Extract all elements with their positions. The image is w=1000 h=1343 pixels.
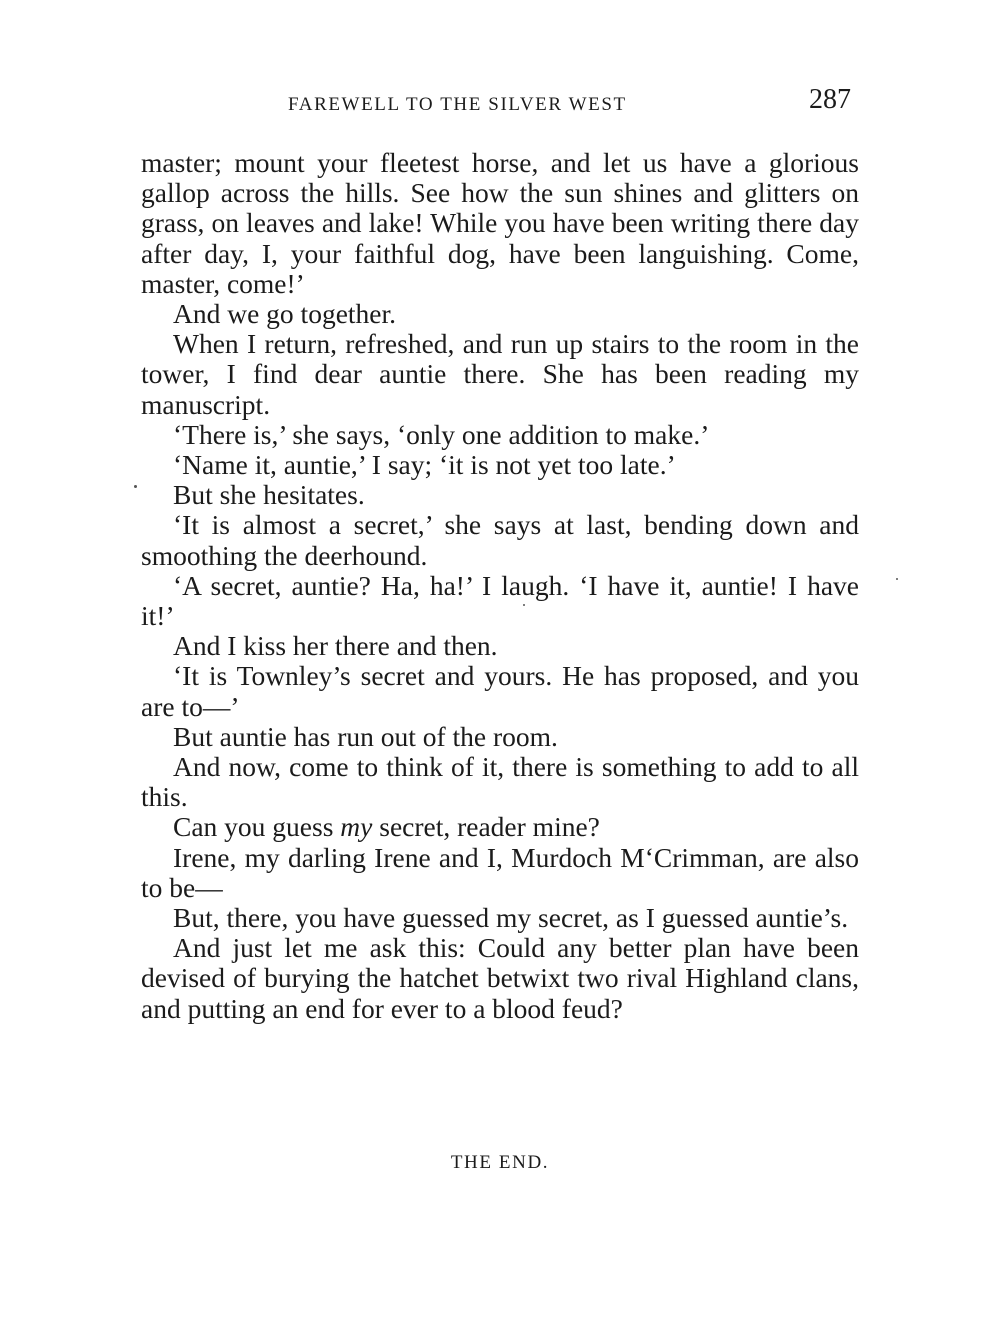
paragraph: But, there, you have guessed my secret, as I guessed auntie’s. bbox=[173, 902, 849, 934]
end-mark: THE END. bbox=[450, 1152, 550, 1173]
text-run: secret, reader mine? bbox=[372, 811, 600, 843]
paragraph: ‘A secret, auntie? Ha, ha!’ I laugh. ‘I have it, auntie! I have it!’ bbox=[141, 569, 859, 632]
body-text bbox=[141, 148, 859, 1024]
paragraph: And now, come to think of it, there is something to add to all this. bbox=[141, 751, 859, 813]
paragraph: ‘It is Townley’s secret and yours. He has proposed, and you are to—’ bbox=[141, 660, 859, 722]
paragraph: When I return, refreshed, and run up stairs to the room in the tower, I find dear auntie there. She has been reading my manuscript. bbox=[141, 328, 859, 420]
paragraph: ‘There is,’ she says, ‘only one addition to make.’ bbox=[173, 418, 710, 450]
page-number: 287 bbox=[809, 84, 851, 115]
paragraph: But auntie has run out of the room. bbox=[173, 720, 558, 752]
scan-speck bbox=[134, 485, 137, 488]
scan-speck bbox=[896, 578, 898, 580]
paragraph: ‘It is almost a secret,’ she says at last, bending down and smoothing the deerhound. bbox=[141, 509, 859, 571]
paragraph: Irene, my darling Irene and I, Murdoch M‘Crimman, are also to be— bbox=[141, 841, 859, 903]
scan-speck bbox=[523, 604, 525, 606]
running-head: FAREWELL TO THE SILVER WEST bbox=[288, 94, 627, 115]
paragraph: ‘Name it, auntie,’ I say; ‘it is not yet too late.’ bbox=[173, 449, 676, 481]
paragraph: master; mount your fleetest horse, and let us have a glorious gallop across the hills. See how the sun shines and glitters on grass, on leaves and lake! While you have been writing there day after day, I, your faithful dog, have been languishing. Come, master, come!’ bbox=[141, 147, 859, 299]
paragraph: And just let me ask this: Could any better plan have been devised of burying the hatchet betwixt two rival Highland clans, and putting an end for ever to a blood feud? bbox=[141, 932, 859, 1024]
paragraph: And I kiss her there and then. bbox=[173, 630, 498, 662]
paragraph: And we go together. bbox=[173, 298, 397, 330]
paragraph: But she hesitates. bbox=[173, 479, 365, 511]
text-run: Can you guess bbox=[173, 811, 341, 843]
emphasis-word: my bbox=[340, 811, 373, 843]
paragraph bbox=[141, 812, 859, 842]
